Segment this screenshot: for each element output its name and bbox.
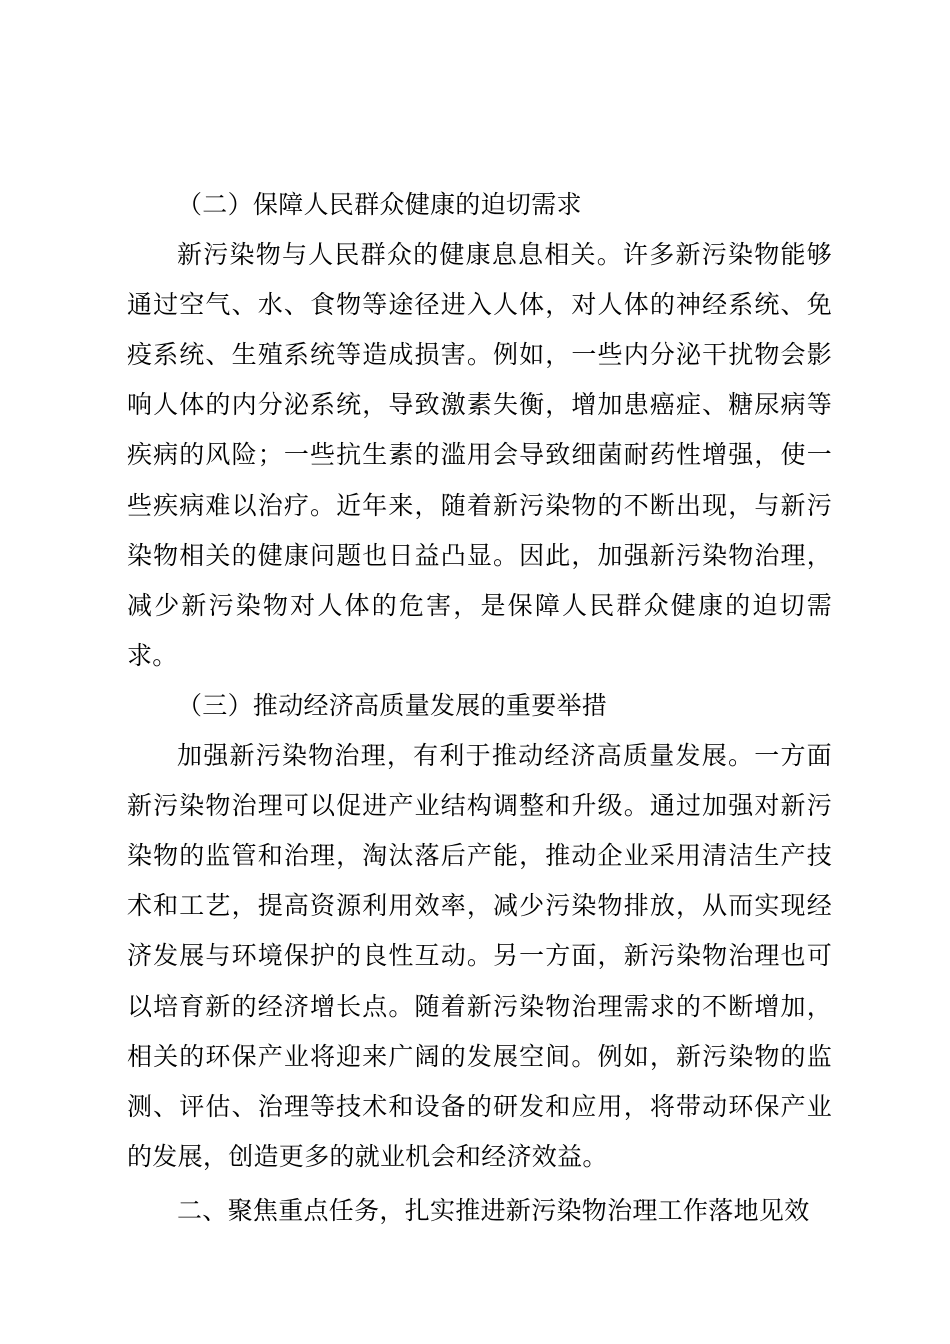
section-heading-economy: （三）推动经济高质量发展的重要举措 (177, 690, 608, 720)
document-body (127, 180, 832, 1236)
paragraph-health: 新污染物与人民群众的健康息息相关。许多新污染物能够通过空气、水、食物等途径进入人体，对人体的神经系统、免疫系统、生殖系统等造成损害。例如，一些内分泌干扰物会影响人体的内分泌系统，导致激素失衡，增加患癌症、糖尿病等疾病的风险；一些抗生素的滥用会导致细菌耐药性增强，使一些疾病难以治疗。近年来，随着新污染物的不断出现，与新污染物相关的健康问题也日益凸显。因此，加强新污染物治理，减少新污染物对人体的危害，是保障人民群众健康的迫切需求。 (127, 240, 832, 670)
section-heading-health: （二）保障人民群众健康的迫切需求 (177, 190, 582, 219)
paragraph-economy: 加强新污染物治理，有利于推动经济高质量发展。一方面新污染物治理可以促进产业结构调整和升级。通过加强对新污染物的监管和治理，淘汰落后产能，推动企业采用清洁生产技术和工艺，提高资源利用效率，减少污染物排放，从而实现经济发展与环境保护的良性互动。另一方面，新污染物治理也可以培育新的经济增长点。随着新污染物治理需求的不断增加，相关的环保产业将迎来广阔的发展空间。例如，新污染物的监测、评估、治理等技术和设备的研发和应用，将带动环保产业的发展，创造更多的就业机会和经济效益。 (127, 741, 832, 1171)
part-heading-key-tasks: 二、聚焦重点任务，扎实推进新污染物治理工作落地见效 (177, 1195, 810, 1225)
